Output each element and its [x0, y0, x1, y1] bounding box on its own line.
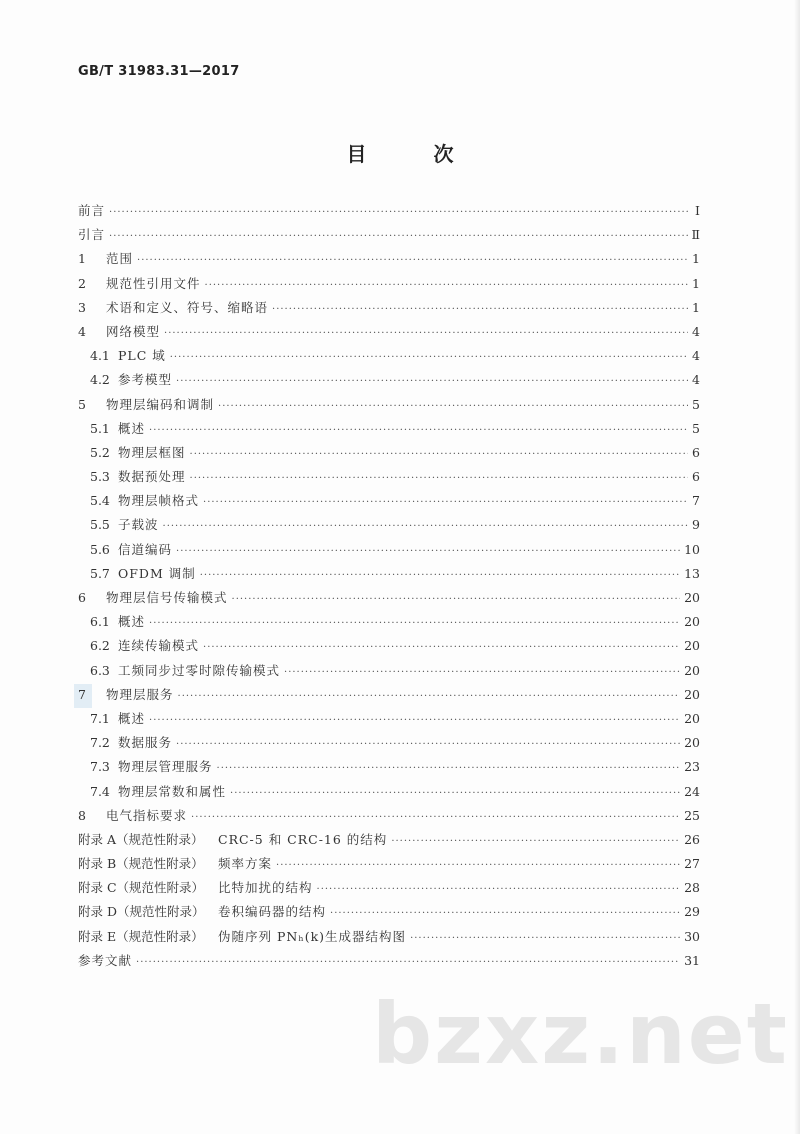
toc-leader-dots: [284, 667, 680, 678]
toc-entry-page: 1: [692, 251, 700, 267]
toc-entry-page: 20: [684, 614, 700, 630]
toc-entry[interactable]: [78, 830, 700, 854]
toc-entry-page: 25: [684, 807, 700, 823]
toc-leader-dots: [164, 328, 688, 339]
toc-entry-page: 1: [692, 299, 700, 315]
toc-entry[interactable]: [78, 491, 700, 515]
toc-entry[interactable]: [78, 588, 700, 612]
toc-leader-dots: [217, 763, 681, 774]
toc-entry[interactable]: [78, 685, 700, 709]
toc-entry-label: 物理层框图: [118, 444, 186, 460]
toc-leader-dots: [203, 642, 680, 653]
toc-entry-page: 6: [692, 469, 700, 485]
toc-entry-label: 参考文献: [78, 952, 133, 968]
toc-entry-number: 7.1: [90, 710, 110, 726]
toc-entry-number: 附录 D（规范性附录）: [78, 904, 205, 920]
toc-entry-label: 子载波: [118, 517, 159, 533]
toc-entry-page: 29: [684, 904, 700, 920]
toc-entry[interactable]: [78, 443, 700, 467]
toc-leader-dots: [170, 352, 688, 363]
toc-entry-label: 数据服务: [118, 735, 173, 751]
toc-entry-label: 引言: [78, 227, 106, 243]
toc-entry[interactable]: [78, 757, 700, 781]
toc-entry-page: 4: [692, 323, 700, 339]
toc-entry-page: 20: [684, 638, 700, 654]
toc-entry-number: 4.2: [90, 372, 110, 388]
toc-entry[interactable]: [78, 854, 700, 878]
toc-entry-number: 5.6: [90, 541, 110, 557]
toc-entry-page: 9: [692, 517, 700, 533]
toc-entry-page: 4: [692, 372, 700, 388]
toc-entry-number: 6.3: [90, 662, 110, 678]
toc-leader-dots: [410, 933, 680, 944]
toc-entry-label: 卷积编码器的结构: [218, 904, 327, 920]
toc-entry[interactable]: [78, 419, 700, 443]
toc-entry-number: 5.3: [90, 469, 110, 485]
toc-leader-dots: [137, 255, 688, 266]
toc-entry-number: 6: [78, 590, 86, 605]
toc-entry-label: 电气指标要求: [106, 807, 188, 823]
toc-leader-dots: [190, 473, 688, 484]
toc-leader-dots: [232, 594, 681, 605]
toc-leader-dots: [176, 546, 680, 557]
toc-entry-label: 概述: [118, 710, 146, 726]
toc-entry-label: 概述: [118, 420, 146, 436]
document-code: GB/T 31983.31—2017: [78, 64, 240, 79]
toc-entry-label: 物理层帧格式: [118, 493, 200, 509]
toc-entry[interactable]: [78, 636, 700, 660]
toc-entry[interactable]: [78, 782, 700, 806]
toc-leader-dots: [218, 401, 688, 412]
toc-entry-page: 1: [692, 275, 700, 291]
toc-entry-number: 5.5: [90, 517, 110, 533]
toc-entry-number: 2: [78, 275, 86, 291]
toc-entry[interactable]: [78, 709, 700, 733]
toc-entry-number: 7: [78, 686, 86, 702]
toc-leader-dots: [149, 618, 680, 629]
toc-entry-page: 4: [692, 348, 700, 364]
toc-entry-page: 27: [684, 856, 700, 872]
toc-entry[interactable]: [78, 564, 700, 588]
toc-entry[interactable]: [78, 395, 700, 419]
toc-entry-label: 物理层服务: [106, 686, 174, 702]
toc-leader-dots: [276, 860, 680, 871]
toc-entry-label: 物理层信号传输模式: [106, 590, 228, 605]
toc-leader-dots: [176, 739, 680, 750]
toc-entry-page: 26: [684, 831, 700, 847]
toc-entry-label: 参考模型: [118, 372, 173, 388]
toc-leader-dots: [149, 425, 688, 436]
toc-entry-page: Ⅱ: [691, 227, 700, 243]
toc-entry[interactable]: [78, 661, 700, 685]
toc-leader-dots: [191, 812, 680, 823]
toc-entry-number: 5.7: [90, 565, 110, 581]
toc-entry-number: 4: [78, 323, 86, 339]
toc-entry-label: CRC-5 和 CRC-16 的结构: [218, 831, 388, 847]
toc-entry-label: 伪随序列 PNₕ(k)生成器结构图: [218, 928, 407, 944]
toc-entry-label: OFDM 调制: [118, 565, 196, 581]
toc-entry-label: 物理层管理服务: [118, 759, 213, 775]
toc-entry-page: 5: [692, 420, 700, 436]
toc-entry-label: 术语和定义、符号、缩略语: [106, 299, 269, 315]
toc-entry[interactable]: [78, 806, 700, 830]
toc-entry-label: 连续传输模式: [118, 638, 200, 654]
toc-leader-dots: [136, 957, 680, 968]
toc-entry-label: 概述: [118, 614, 146, 630]
toc-entry-page: 10: [684, 541, 700, 557]
toc-entry-label: PLC 域: [118, 348, 166, 364]
toc-leader-dots: [203, 497, 688, 508]
toc-entry-number: 附录 B（规范性附录）: [78, 856, 204, 872]
toc-leader-dots: [272, 304, 688, 315]
toc-entry[interactable]: [78, 902, 700, 926]
toc-leader-dots: [330, 908, 680, 919]
toc-leader-dots: [205, 280, 688, 291]
toc-entry-number: 附录 C（规范性附录）: [78, 880, 205, 896]
toc-entry[interactable]: [78, 467, 700, 491]
toc-leader-dots: [176, 376, 688, 387]
page-title: 目 次: [346, 142, 484, 166]
toc-entry-page: 24: [684, 783, 700, 799]
toc-leader-dots: [163, 521, 688, 532]
toc-entry-number: 4.1: [90, 348, 110, 364]
toc-entry-number: 3: [78, 299, 86, 315]
toc-entry-number: 5.4: [90, 493, 110, 509]
toc-entry-page: 20: [684, 662, 700, 678]
toc-entry-page: 7: [692, 493, 700, 509]
toc-entry[interactable]: [78, 370, 700, 394]
toc-entry[interactable]: [78, 201, 700, 225]
toc-entry-page: 30: [684, 928, 700, 944]
toc-entry[interactable]: [78, 951, 700, 975]
toc-entry-page: 23: [684, 759, 700, 775]
toc-entry[interactable]: [78, 612, 700, 636]
toc-entry-number: 5.2: [90, 444, 110, 460]
toc-entry-page: 20: [684, 686, 700, 702]
watermark: bzxz.net: [372, 985, 789, 1083]
toc-leader-dots: [178, 691, 681, 702]
toc-leader-dots: [230, 788, 680, 799]
toc-entry[interactable]: [78, 298, 700, 322]
toc-entry-label: 频率方案: [218, 856, 273, 872]
toc-entry-label: 网络模型: [106, 323, 161, 339]
toc-entry-number: 5.1: [90, 420, 110, 436]
toc-entry-number: 附录 A（规范性附录）: [78, 831, 204, 847]
toc-entry[interactable]: [78, 927, 700, 951]
toc-entry-label: 前言: [78, 203, 106, 218]
toc-entry-number: 5: [78, 396, 86, 412]
toc-leader-dots: [317, 884, 681, 895]
toc-entry-label: 范围: [106, 251, 134, 267]
toc-entry[interactable]: [78, 322, 700, 346]
toc-entry-label: 信道编码: [118, 541, 173, 557]
toc-entry-label: 工频同步过零时隙传输模式: [118, 662, 281, 678]
toc-entry-number: 附录 E（规范性附录）: [78, 928, 204, 944]
toc-entry-page: 20: [684, 735, 700, 751]
toc-leader-dots: [149, 715, 680, 726]
toc-leader-dots: [190, 449, 688, 460]
toc-entry-label: 数据预处理: [118, 469, 186, 485]
toc-entry-number: 7.4: [90, 783, 110, 799]
toc-entry-page: 6: [692, 444, 700, 460]
toc-entry-page: 31: [684, 952, 700, 968]
toc-entry-label: 物理层编码和调制: [106, 396, 215, 412]
table-of-contents: [78, 201, 700, 975]
toc-entry-number: 8: [78, 807, 86, 823]
toc-entry-number: 7.2: [90, 735, 110, 751]
toc-entry[interactable]: [78, 225, 700, 249]
toc-entry-label: 比特加扰的结构: [218, 880, 313, 896]
toc-entry[interactable]: [78, 249, 700, 273]
toc-entry-page: Ⅰ: [695, 203, 700, 218]
toc-entry-page: 13: [684, 565, 700, 581]
toc-entry[interactable]: [78, 878, 700, 902]
toc-entry-page: 5: [692, 396, 700, 412]
page-edge-shadow: [794, 0, 800, 1134]
toc-entry-page: 20: [684, 710, 700, 726]
toc-entry-page: 28: [684, 880, 700, 896]
toc-entry-page: 20: [684, 590, 700, 605]
toc-entry[interactable]: [78, 515, 700, 539]
toc-entry[interactable]: [78, 346, 700, 370]
toc-entry-number: 1: [78, 251, 86, 267]
toc-entry-number: 7.3: [90, 759, 110, 775]
toc-entry-label: 规范性引用文件: [106, 275, 201, 291]
toc-entry-number: 6.1: [90, 614, 110, 630]
toc-entry-number: 6.2: [90, 638, 110, 654]
toc-entry-label: 物理层常数和属性: [118, 783, 227, 799]
toc-entry[interactable]: [78, 274, 700, 298]
toc-leader-dots: [200, 570, 680, 581]
toc-leader-dots: [109, 207, 688, 218]
toc-leader-dots: [109, 231, 687, 242]
toc-entry[interactable]: [78, 540, 700, 564]
toc-leader-dots: [391, 836, 680, 847]
toc-entry[interactable]: [78, 733, 700, 757]
